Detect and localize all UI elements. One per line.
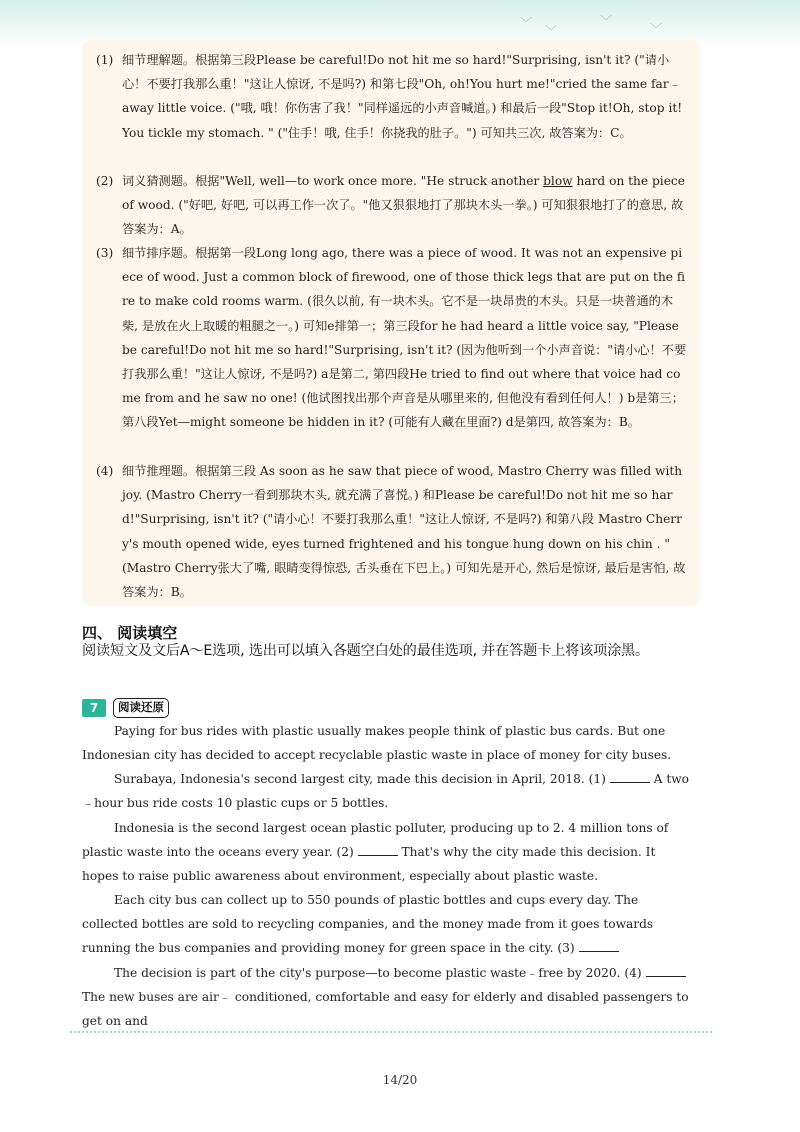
answer-item-4 [96, 459, 688, 604]
answer-text: 细节排序题。根据第一段Long long ago, there was a piece of wood. It was not an expensive piece of wood. Just a common block of firewood, one of those thick legs that are put on the fire to make cold rooms warm. (很久以前, 有一块木头。它不是一块昂贵的木头。只是一块普通的木柴, 是放在火上取暖的粗腿之一。) 可知e排第一；第三段for he had heard a little voice say, "Please be careful!Do not hit me so hard!"Surprising, isn't it? (因为他听到一个小声音说："请小心！不要打我那么重！"这让人惊讶, 不是吗?) a是第二, 第四段He tried to find out where that voice had come from and he saw no one! (他试图找出那个声音是从哪里来的, 但他没有看到任何人！) b是第三；第八段Yet—might someone be hidden in it? (可能有人藏在里面?) d是第四, 故答案为：B。 [122, 246, 687, 430]
answer-number: (3) [96, 246, 114, 260]
answer-blank [610, 773, 650, 783]
underlined-word: blow [543, 174, 573, 188]
bird-icon: ﹀ [600, 14, 613, 28]
answer-blank [579, 942, 619, 952]
footer-divider [70, 1031, 712, 1033]
answer-blank [646, 967, 686, 977]
blank-number: (4) [624, 966, 642, 980]
section-instruction: 阅读短文及文后A～E选项, 选出可以填入各题空白处的最佳选项, 并在答题卡上将该项涂黑。 [82, 643, 650, 659]
question-type-label: 阅读还原 [113, 698, 169, 718]
blank-number: (1) [588, 772, 606, 786]
blank-number: (2) [336, 845, 354, 860]
bird-icon: ﹀ [520, 16, 533, 30]
passage-paragraph: Each city bus can collect up to 550 pounds of plastic bottles and cups every day. The collected bottles are sold to recycling companies, and the money made from it goes towards running the bus companies and providing money for green space in the city. (3) [82, 893, 654, 956]
passage-paragraph: The decision is part of the city's purpose—to become plastic waste﹣free by 2020. (4) The new buses are air﹣ conditioned, comfortable and easy for elderly and disabled passengers to get on and [82, 966, 689, 1029]
answer-item-1 [96, 48, 688, 145]
answer-number: (1) [96, 53, 114, 67]
passage-paragraph: Paying for bus rides with plastic usually makes people think of plastic bus cards. But one Indonesian city has decided to accept recyclable plastic waste in place of money for city buses. [82, 724, 672, 763]
page-number: 14/20 [382, 1073, 418, 1087]
answer-text: 词义猜测题。根据"Well, well—to work once more. "He struck another blow hard on the piece of wood. ("好吧, 好吧, 可以再工作一次了。"他又狠狠地打了那块木头一拳。) 可知狠狠地打了的意思, 故答案为：A。 [122, 174, 685, 237]
answer-item-3 [96, 241, 688, 435]
blank-number: (3) [557, 941, 575, 956]
answer-blank [358, 846, 398, 856]
bird-icon: ﹀ [545, 24, 558, 38]
passage-paragraph: Surabaya, Indonesia's second largest city, made this decision in April, 2018. (1) A two﹣hour bus ride costs 10 plastic cups or 5 bottles. [82, 772, 689, 811]
answer-item-2 [96, 169, 688, 242]
question-number-badge: 7 [82, 699, 106, 717]
answer-text: 细节推理题。根据第三段 As soon as he saw that piece of wood, Mastro Cherry was filled with joy. (Mastro Cherry一看到那块木头, 就充满了喜悦。) 和Please be careful!Do not hit me so hard!"Surprising, isn't it? ("请小心！不要打我那么重！"这让人惊讶, 不是吗?) 和第八段 Mastro Cherry's mouth opened wide, eyes turned frightened and his tongue hung down on his chin . " (Mastro Cherry张大了嘴, 眼睛变得惊恐, 舌头垂在下巴上。) 可知先是开心, 然后是惊讶, 最后是害怕, 故答案为：B。 [122, 464, 686, 600]
section-heading: 四、 阅读填空 [82, 624, 178, 642]
bird-icon: ﹀ [650, 22, 663, 36]
answer-number: (2) [96, 174, 114, 188]
passage-paragraph: Indonesia is the second largest ocean plastic polluter, producing up to 2. 4 million tons of plastic waste into the oceans every year. (2) That's why the city made this decision. It hopes to raise public awareness about environment, especially about plastic waste. [82, 821, 669, 884]
answer-text: 细节理解题。根据第三段Please be careful!Do not hit me so hard!"Surprising, isn't it? ("请小心！不要打我那么重！"这让人惊讶, 不是吗?) 和第七段"Oh, oh!You hurt me!"cried the same far﹣away little voice. ("哦, 哦！你伤害了我！"同样遥远的小声音喊道。) 和最后一段"Stop it!Oh, stop it!You tickle my stomach. " ("住手！哦, 住手！你挠我的肚子。") 可知共三次, 故答案为：C。 [122, 53, 683, 140]
answer-number: (4) [96, 464, 114, 478]
